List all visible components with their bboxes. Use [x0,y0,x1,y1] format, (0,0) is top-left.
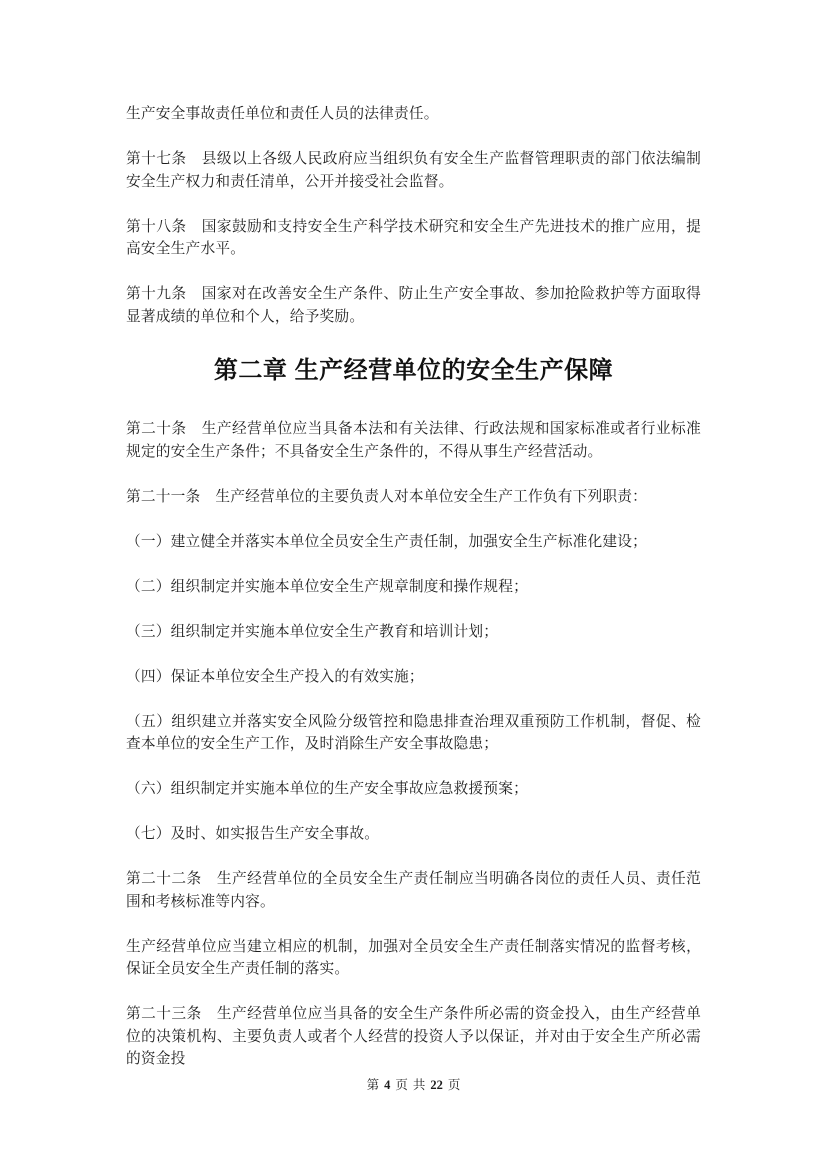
continuation-paragraph: 生产安全事故责任单位和责任人员的法律责任。 [126,106,439,122]
article-23-paragraph: 第二十三条 生产经营单位应当具备的安全生产条件所必需的资金投入，由生产经营单位的决策机构、主要负责人或者个人经营的投资人予以保证，并对由于安全生产所必需的资金投 [126,1006,701,1067]
page-number-footer [0,1077,827,1093]
article-22-paragraph-2: 生产经营单位应当建立相应的机制，加强对全员安全生产责任制落实情况的监督考核，保证全员安全生产责任制的落实。 [126,938,701,977]
footer-page-label: 页 [395,1078,408,1092]
footer-page-number: 4 [384,1078,391,1092]
article-21-item-6: （六）组织制定并实施本单位的生产安全事故应急救援预案； [126,781,528,797]
footer-total-label: 共 [412,1078,426,1092]
footer-prefix: 第 [366,1078,380,1092]
article-20-paragraph: 第二十条 生产经营单位应当具备本法和有关法律、行政法规和国家标准或者行业标准规定的安全生产条件；不具备安全生产条件的，不得从事生产经营活动。 [126,421,701,460]
footer-total-pages: 22 [430,1078,443,1092]
article-21-item-5: （五）组织建立并落实安全风险分级管控和隐患排查治理双重预防工作机制，督促、检查本单位的安全生产工作，及时消除生产安全事故隐患； [126,713,701,752]
article-21-item-1: （一）建立健全并落实本单位全员安全生产责任制，加强安全生产标准化建设； [126,533,648,550]
article-22-paragraph-1: 第二十二条 生产经营单位的全员安全生产责任制应当明确各岗位的责任人员、责任范围和考核标准等内容。 [126,871,701,910]
document-body [126,103,701,1093]
article-21-item-3: （三）组织制定并实施本单位安全生产教育和培训计划； [126,623,499,640]
article-21-paragraph: 第二十一条 生产经营单位的主要负责人对本单位安全生产工作负有下列职责： [126,488,648,505]
article-19-paragraph: 第十九条 国家对在改善安全生产条件、防止生产安全事故、参加抢险救护等方面取得显著成绩的单位和个人，给予奖励。 [126,286,701,325]
article-18-paragraph: 第十八条 国家鼓励和支持安全生产科学技术研究和安全生产先进技术的推广应用，提高安全生产水平。 [126,218,701,257]
article-21-item-4: （四）保证本单位安全生产投入的有效实施； [126,668,424,685]
article-21-item-7: （七）及时、如实报告生产安全事故。 [126,826,380,842]
chapter-2-heading: 第二章 生产经营单位的安全生产保障 [213,357,614,384]
article-17-paragraph: 第十七条 县级以上各级人民政府应当组织负有安全生产监督管理职责的部门依法编制安全生产权力和责任清单，公开并接受社会监督。 [126,151,701,190]
footer-suffix: 页 [447,1078,461,1092]
article-21-item-2: （二）组织制定并实施本单位安全生产规章制度和操作规程； [126,578,528,595]
